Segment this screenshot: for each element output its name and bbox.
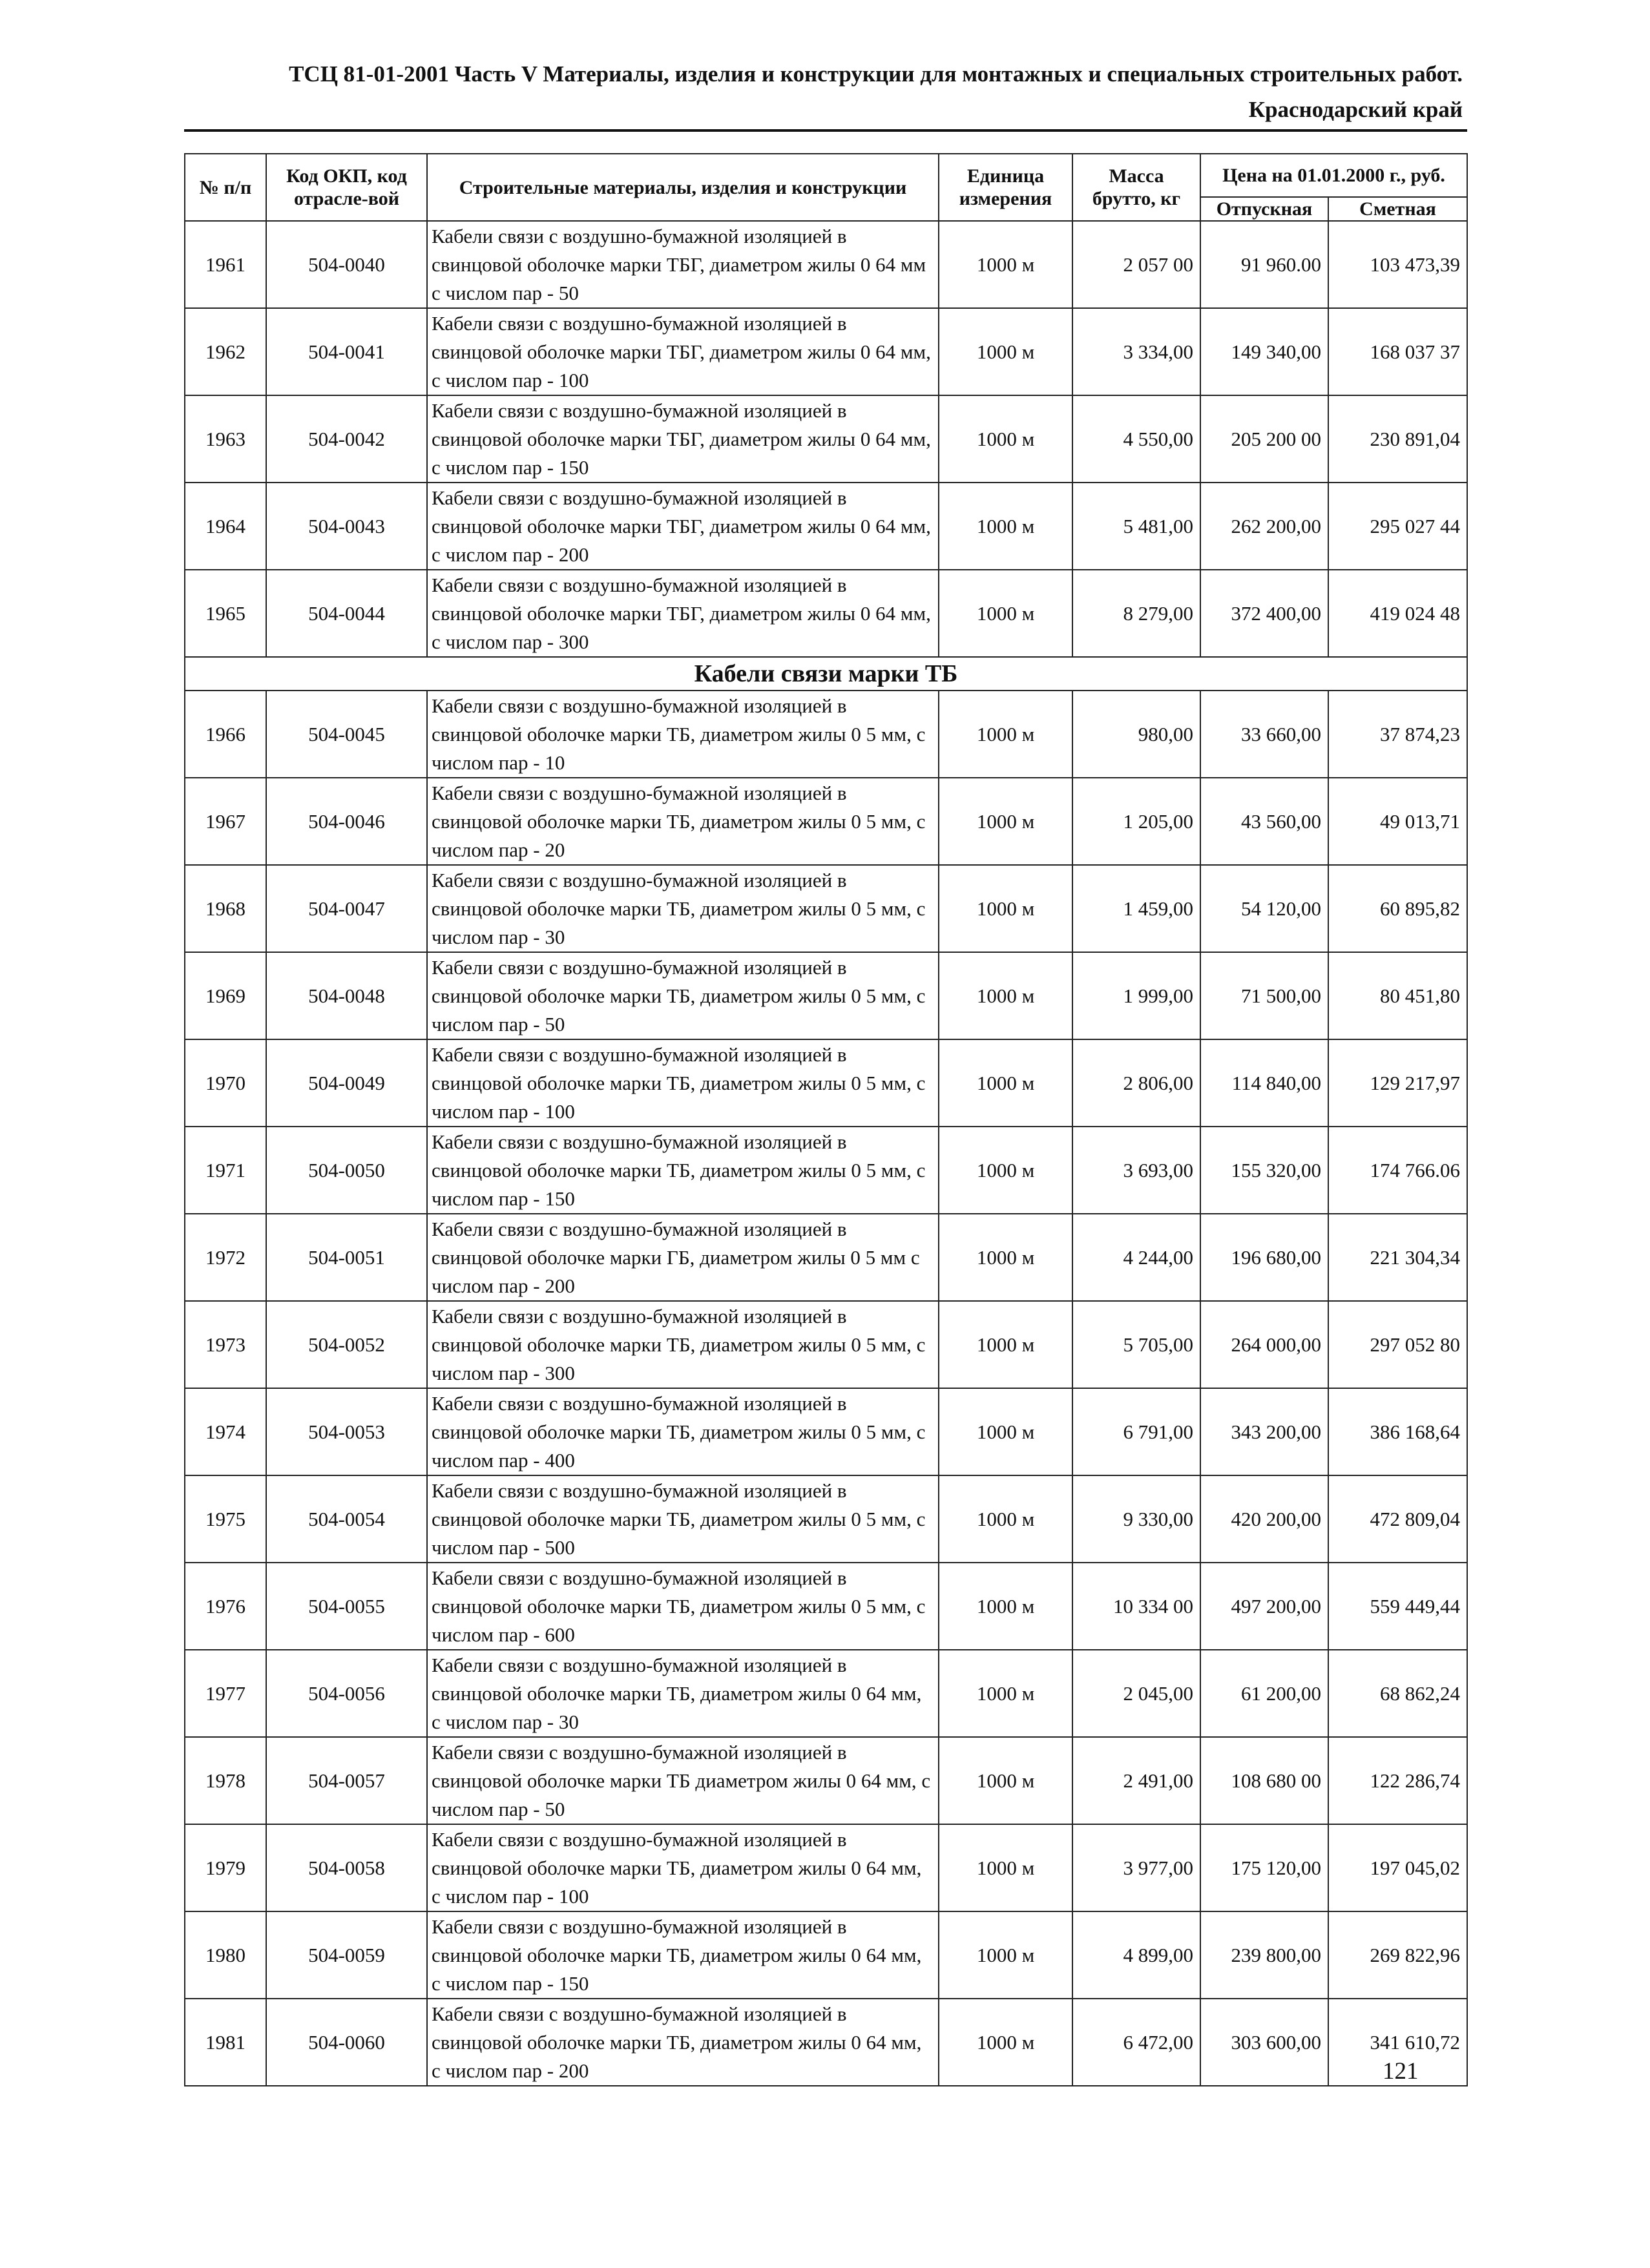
- table-row: [185, 865, 1467, 952]
- row-price-estimate: 174 766.06: [1328, 1127, 1467, 1214]
- row-unit: 1000 м: [939, 570, 1072, 657]
- col-name-header: Строительные материалы, изделия и конструкции: [427, 154, 939, 221]
- row-number: 1963: [185, 395, 266, 483]
- row-description: Кабели связи с воздушно-бумажной изоляцией в свинцовой оболочке марки ТБ, диаметром жилы 0 5 мм, с числом пар - 150: [427, 1127, 939, 1214]
- row-description: Кабели связи с воздушно-бумажной изоляцией в свинцовой оболочке марки ТБ, диаметром жилы 0 64 мм, с числом пар - 30: [427, 1650, 939, 1737]
- row-number: 1979: [185, 1824, 266, 1911]
- row-price-release: 196 680,00: [1200, 1214, 1328, 1301]
- row-mass: 9 330,00: [1072, 1475, 1200, 1563]
- table-row: [185, 1737, 1467, 1824]
- row-number: 1966: [185, 691, 266, 778]
- row-number: 1972: [185, 1214, 266, 1301]
- row-mass: 5 481,00: [1072, 483, 1200, 570]
- row-unit: 1000 м: [939, 691, 1072, 778]
- row-description: Кабели связи с воздушно-бумажной изоляцией в свинцовой оболочке марки ТБГ, диаметром жилы 0 64 мм с числом пар - 50: [427, 221, 939, 308]
- row-number: 1974: [185, 1388, 266, 1475]
- row-price-release: 239 800,00: [1200, 1911, 1328, 1999]
- table-row: [185, 1039, 1467, 1127]
- row-number: 1962: [185, 308, 266, 395]
- table-row: [185, 1388, 1467, 1475]
- row-number: 1977: [185, 1650, 266, 1737]
- table-row: [185, 1563, 1467, 1650]
- row-unit: 1000 м: [939, 1388, 1072, 1475]
- row-price-release: 372 400,00: [1200, 570, 1328, 657]
- row-mass: 3 977,00: [1072, 1824, 1200, 1911]
- row-number: 1970: [185, 1039, 266, 1127]
- row-unit: 1000 м: [939, 952, 1072, 1039]
- row-description: Кабели связи с воздушно-бумажной изоляцией в свинцовой оболочке марки ГБ, диаметром жилы 0 5 мм с числом пар - 200: [427, 1214, 939, 1301]
- row-description: Кабели связи с воздушно-бумажной изоляцией в свинцовой оболочке марки ТБ, диаметром жилы 0 5 мм, с числом пар - 10: [427, 691, 939, 778]
- row-price-estimate: 341 610,72: [1328, 1999, 1467, 2086]
- row-number: 1965: [185, 570, 266, 657]
- row-unit: 1000 м: [939, 1824, 1072, 1911]
- row-mass: 2 057 00: [1072, 221, 1200, 308]
- row-code: 504-0051: [266, 1214, 427, 1301]
- row-description: Кабели связи с воздушно-бумажной изоляцией в свинцовой оболочке марки ТБ, диаметром жилы 0 64 мм, с числом пар - 200: [427, 1999, 939, 2086]
- table-row: [185, 952, 1467, 1039]
- row-mass: 3 693,00: [1072, 1127, 1200, 1214]
- row-mass: 5 705,00: [1072, 1301, 1200, 1388]
- row-unit: 1000 м: [939, 1039, 1072, 1127]
- section-title: Кабели связи марки ТБ: [185, 657, 1467, 691]
- row-number: 1967: [185, 778, 266, 865]
- row-description: Кабели связи с воздушно-бумажной изоляцией в свинцовой оболочке марки ТБГ, диаметром жилы 0 64 мм, с числом пар - 200: [427, 483, 939, 570]
- table-row: [185, 570, 1467, 657]
- table-row: [185, 691, 1467, 778]
- page-number: 121: [1383, 2058, 1419, 2085]
- row-description: Кабели связи с воздушно-бумажной изоляцией в свинцовой оболочке марки ТБ, диаметром жилы 0 5 мм, с числом пар - 20: [427, 778, 939, 865]
- row-number: 1964: [185, 483, 266, 570]
- row-code: 504-0055: [266, 1563, 427, 1650]
- row-mass: 980,00: [1072, 691, 1200, 778]
- table-row: [185, 778, 1467, 865]
- row-number: 1961: [185, 221, 266, 308]
- row-price-estimate: 295 027 44: [1328, 483, 1467, 570]
- row-description: Кабели связи с воздушно-бумажной изоляцией в свинцовой оболочке марки ТБ диаметром жилы 0 64 мм, с числом пар - 50: [427, 1737, 939, 1824]
- row-mass: 1 205,00: [1072, 778, 1200, 865]
- col-price-release-header: Отпускная: [1200, 197, 1328, 221]
- row-code: 504-0046: [266, 778, 427, 865]
- row-description: Кабели связи с воздушно-бумажной изоляцией в свинцовой оболочке марки ТБ, диаметром жилы 0 64 мм, с числом пар - 100: [427, 1824, 939, 1911]
- table-body: [185, 221, 1467, 2086]
- row-code: 504-0048: [266, 952, 427, 1039]
- row-unit: 1000 м: [939, 1650, 1072, 1737]
- row-price-release: 43 560,00: [1200, 778, 1328, 865]
- table-row: [185, 221, 1467, 308]
- row-description: Кабели связи с воздушно-бумажной изоляцией в свинцовой оболочке марки ТБ, диаметром жилы 0 5 мм, с числом пар - 400: [427, 1388, 939, 1475]
- row-description: Кабели связи с воздушно-бумажной изоляцией в свинцовой оболочке марки ТБГ, диаметром жилы 0 64 мм, с числом пар - 100: [427, 308, 939, 395]
- row-unit: 1000 м: [939, 483, 1072, 570]
- row-mass: 1 459,00: [1072, 865, 1200, 952]
- row-description: Кабели связи с воздушно-бумажной изоляцией в свинцовой оболочке марки ТБ, диаметром жилы 0 5 мм, с числом пар - 30: [427, 865, 939, 952]
- row-unit: 1000 м: [939, 395, 1072, 483]
- row-price-release: 108 680 00: [1200, 1737, 1328, 1824]
- row-mass: 2 491,00: [1072, 1737, 1200, 1824]
- row-price-release: 91 960.00: [1200, 221, 1328, 308]
- row-unit: 1000 м: [939, 778, 1072, 865]
- row-unit: 1000 м: [939, 1301, 1072, 1388]
- col-price-estimate-header: Сметная: [1328, 197, 1467, 221]
- row-description: Кабели связи с воздушно-бумажной изоляцией в свинцовой оболочке марки ТБГ, диаметром жилы 0 64 мм, с числом пар - 150: [427, 395, 939, 483]
- row-description: Кабели связи с воздушно-бумажной изоляцией в свинцовой оболочке марки ТБ, диаметром жилы 0 5 мм, с числом пар - 50: [427, 952, 939, 1039]
- table-row: [185, 395, 1467, 483]
- row-price-release: 155 320,00: [1200, 1127, 1328, 1214]
- row-price-release: 61 200,00: [1200, 1650, 1328, 1737]
- row-code: 504-0044: [266, 570, 427, 657]
- row-price-estimate: 68 862,24: [1328, 1650, 1467, 1737]
- row-price-estimate: 472 809,04: [1328, 1475, 1467, 1563]
- row-code: 504-0058: [266, 1824, 427, 1911]
- document-header-region: Краснодарский край: [1248, 97, 1463, 122]
- row-price-release: 175 120,00: [1200, 1824, 1328, 1911]
- row-unit: 1000 м: [939, 1214, 1072, 1301]
- table-row: [185, 1999, 1467, 2086]
- table-row: [185, 1301, 1467, 1388]
- row-description: Кабели связи с воздушно-бумажной изоляцией в свинцовой оболочке марки ТБГ, диаметром жилы 0 64 мм, с числом пар - 300: [427, 570, 939, 657]
- col-num-header: № п/п: [185, 154, 266, 221]
- row-code: 504-0057: [266, 1737, 427, 1824]
- row-number: 1968: [185, 865, 266, 952]
- row-code: 504-0041: [266, 308, 427, 395]
- row-mass: 6 472,00: [1072, 1999, 1200, 2086]
- header-rule: [184, 129, 1467, 132]
- row-price-estimate: 221 304,34: [1328, 1214, 1467, 1301]
- row-price-release: 114 840,00: [1200, 1039, 1328, 1127]
- row-price-release: 420 200,00: [1200, 1475, 1328, 1563]
- row-mass: 3 334,00: [1072, 308, 1200, 395]
- row-description: Кабели связи с воздушно-бумажной изоляцией в свинцовой оболочке марки ТБ, диаметром жилы 0 5 мм, с числом пар - 600: [427, 1563, 939, 1650]
- table-row: [185, 1475, 1467, 1563]
- row-price-estimate: 49 013,71: [1328, 778, 1467, 865]
- row-mass: 6 791,00: [1072, 1388, 1200, 1475]
- table-row: [185, 1911, 1467, 1999]
- row-description: Кабели связи с воздушно-бумажной изоляцией в свинцовой оболочке марки ТБ, диаметром жилы 0 5 мм, с числом пар - 300: [427, 1301, 939, 1388]
- row-code: 504-0043: [266, 483, 427, 570]
- row-code: 504-0050: [266, 1127, 427, 1214]
- section-row: [185, 657, 1467, 691]
- row-price-release: 497 200,00: [1200, 1563, 1328, 1650]
- row-code: 504-0045: [266, 691, 427, 778]
- row-unit: 1000 м: [939, 1999, 1072, 2086]
- price-table: [184, 153, 1468, 2086]
- row-unit: 1000 м: [939, 865, 1072, 952]
- col-price-group-header: Цена на 01.01.2000 г., руб.: [1200, 154, 1467, 197]
- row-price-estimate: 419 024 48: [1328, 570, 1467, 657]
- row-mass: 1 999,00: [1072, 952, 1200, 1039]
- row-code: 504-0054: [266, 1475, 427, 1563]
- row-code: 504-0049: [266, 1039, 427, 1127]
- row-number: 1973: [185, 1301, 266, 1388]
- row-price-release: 264 000,00: [1200, 1301, 1328, 1388]
- row-code: 504-0042: [266, 395, 427, 483]
- table-header: [185, 154, 1467, 221]
- row-price-release: 262 200,00: [1200, 483, 1328, 570]
- row-unit: 1000 м: [939, 1737, 1072, 1824]
- table-row: [185, 483, 1467, 570]
- row-price-release: 149 340,00: [1200, 308, 1328, 395]
- row-mass: 4 550,00: [1072, 395, 1200, 483]
- row-price-estimate: 297 052 80: [1328, 1301, 1467, 1388]
- row-code: 504-0040: [266, 221, 427, 308]
- table-row: [185, 1214, 1467, 1301]
- row-unit: 1000 м: [939, 1911, 1072, 1999]
- row-price-release: 343 200,00: [1200, 1388, 1328, 1475]
- table-row: [185, 308, 1467, 395]
- row-price-estimate: 168 037 37: [1328, 308, 1467, 395]
- row-unit: 1000 м: [939, 1563, 1072, 1650]
- col-unit-header: Единица измерения: [939, 154, 1072, 221]
- row-price-estimate: 559 449,44: [1328, 1563, 1467, 1650]
- row-code: 504-0053: [266, 1388, 427, 1475]
- row-price-release: 71 500,00: [1200, 952, 1328, 1039]
- row-number: 1971: [185, 1127, 266, 1214]
- row-price-release: 303 600,00: [1200, 1999, 1328, 2086]
- row-code: 504-0047: [266, 865, 427, 952]
- row-unit: 1000 м: [939, 308, 1072, 395]
- col-mass-header: Масса брутто, кг: [1072, 154, 1200, 221]
- row-price-release: 33 660,00: [1200, 691, 1328, 778]
- row-price-estimate: 129 217,97: [1328, 1039, 1467, 1127]
- row-code: 504-0060: [266, 1999, 427, 2086]
- row-price-estimate: 60 895,82: [1328, 865, 1467, 952]
- row-price-estimate: 230 891,04: [1328, 395, 1467, 483]
- row-number: 1980: [185, 1911, 266, 1999]
- row-code: 504-0059: [266, 1911, 427, 1999]
- row-description: Кабели связи с воздушно-бумажной изоляцией в свинцовой оболочке марки ТБ, диаметром жилы 0 5 мм, с числом пар - 500: [427, 1475, 939, 1563]
- row-price-estimate: 80 451,80: [1328, 952, 1467, 1039]
- row-price-estimate: 103 473,39: [1328, 221, 1467, 308]
- row-mass: 10 334 00: [1072, 1563, 1200, 1650]
- row-code: 504-0056: [266, 1650, 427, 1737]
- row-mass: 2 806,00: [1072, 1039, 1200, 1127]
- row-price-release: 205 200 00: [1200, 395, 1328, 483]
- row-price-estimate: 386 168,64: [1328, 1388, 1467, 1475]
- col-code-header: Код ОКП, код отрасле-вой: [266, 154, 427, 221]
- row-mass: 2 045,00: [1072, 1650, 1200, 1737]
- row-number: 1981: [185, 1999, 266, 2086]
- table-row: [185, 1824, 1467, 1911]
- row-unit: 1000 м: [939, 221, 1072, 308]
- row-price-estimate: 37 874,23: [1328, 691, 1467, 778]
- row-price-estimate: 197 045,02: [1328, 1824, 1467, 1911]
- row-code: 504-0052: [266, 1301, 427, 1388]
- row-unit: 1000 м: [939, 1127, 1072, 1214]
- row-number: 1978: [185, 1737, 266, 1824]
- row-mass: 8 279,00: [1072, 570, 1200, 657]
- table-row: [185, 1127, 1467, 1214]
- row-unit: 1000 м: [939, 1475, 1072, 1563]
- row-number: 1976: [185, 1563, 266, 1650]
- row-description: Кабели связи с воздушно-бумажной изоляцией в свинцовой оболочке марки ТБ, диаметром жилы 0 5 мм, с числом пар - 100: [427, 1039, 939, 1127]
- row-price-release: 54 120,00: [1200, 865, 1328, 952]
- row-number: 1969: [185, 952, 266, 1039]
- row-price-estimate: 122 286,74: [1328, 1737, 1467, 1824]
- row-mass: 4 244,00: [1072, 1214, 1200, 1301]
- row-number: 1975: [185, 1475, 266, 1563]
- row-price-estimate: 269 822,96: [1328, 1911, 1467, 1999]
- row-description: Кабели связи с воздушно-бумажной изоляцией в свинцовой оболочке марки ТБ, диаметром жилы 0 64 мм, с числом пар - 150: [427, 1911, 939, 1999]
- document-header-title: ТСЦ 81-01-2001 Часть V Материалы, изделия и конструкции для монтажных и специальных строительных работ.: [289, 61, 1463, 87]
- row-mass: 4 899,00: [1072, 1911, 1200, 1999]
- table-row: [185, 1650, 1467, 1737]
